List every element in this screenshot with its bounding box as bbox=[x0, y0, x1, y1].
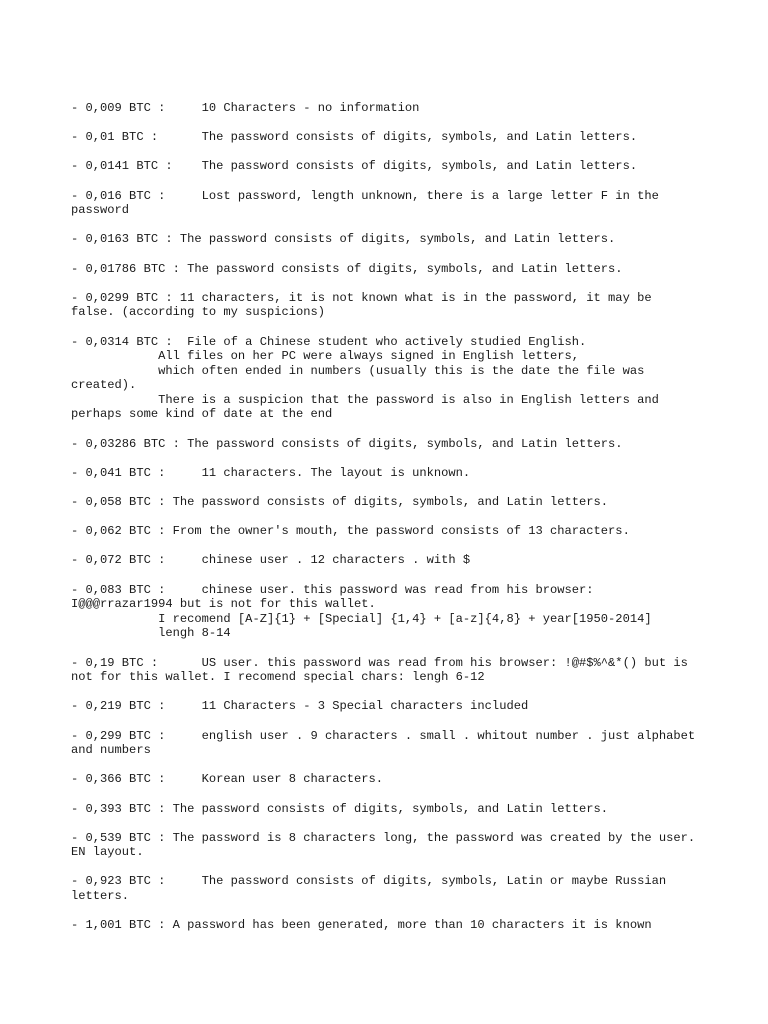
entry-text: - 0,219 BTC : 11 Characters - 3 Special characters included bbox=[71, 699, 529, 714]
btc-entry bbox=[71, 232, 696, 247]
btc-entry bbox=[71, 159, 696, 174]
entry-text: - 0,0299 BTC : 11 characters, it is not known what is in the password, it may be false. (according to my suspicions) bbox=[71, 290, 659, 320]
btc-entry bbox=[71, 262, 696, 277]
entry-text: - 0,041 BTC : 11 characters. The layout is unknown. bbox=[71, 465, 471, 480]
entry-text: - 0,009 BTC : 10 Characters - no information bbox=[71, 101, 420, 115]
btc-entry bbox=[71, 802, 696, 817]
entry-continuation-text: I recomend [A-Z]{1} + [Special] {1,4} + [a-z]{4,8} + year[1950-2014] bbox=[71, 611, 652, 626]
btc-entry bbox=[71, 524, 696, 539]
btc-entry bbox=[71, 830, 703, 860]
entry-text: - 0,19 BTC : US user. this password was read from his browser: !@#$%^&*() but is not for this wallet. I recomend special chars: lengh 6-12 bbox=[71, 655, 696, 685]
entry-text: - 0,083 BTC : chinese user. this password was read from his browser: I@@@rrazar1994 but is not for this wallet. bbox=[71, 582, 601, 612]
btc-entry bbox=[71, 553, 696, 568]
btc-entry bbox=[71, 437, 696, 452]
btc-entry bbox=[71, 699, 696, 714]
entry-text: - 0,0141 BTC : The password consists of digits, symbols, and Latin letters. bbox=[71, 159, 638, 174]
entry-text: - 0,058 BTC : The password consists of digits, symbols, and Latin letters. bbox=[71, 495, 609, 510]
entry-text: - 0,393 BTC : The password consists of digits, symbols, and Latin letters. bbox=[71, 801, 609, 816]
entry-text: - 0,072 BTC : chinese user . 12 characters . with $ bbox=[71, 553, 471, 568]
btc-entry bbox=[71, 583, 696, 641]
entry-text: - 0,01 BTC : The password consists of digits, symbols, and Latin letters. bbox=[71, 130, 638, 145]
btc-entry bbox=[71, 772, 696, 787]
entry-text: - 0,366 BTC : Korean user 8 characters. bbox=[71, 772, 384, 787]
entry-text: - 0,299 BTC : english user . 9 characters . small . whitout number . just alphabet and numbers bbox=[71, 728, 703, 758]
entry-text: - 0,539 BTC : The password is 8 characters long, the password was created by the user. EN layout. bbox=[71, 830, 703, 860]
entry-text: - 0,0314 BTC : File of a Chinese student who actively studied English. bbox=[71, 334, 587, 349]
entry-continuation-text: lengh 8-14 bbox=[71, 626, 231, 641]
btc-entry bbox=[71, 495, 696, 510]
entry-continuation-text: There is a suspicion that the password is also in English letters and perhaps some kind of date at the end bbox=[71, 392, 667, 422]
entry-text: - 0,016 BTC : Lost password, length unknown, there is a large letter F in the password bbox=[71, 188, 667, 218]
btc-entry bbox=[71, 101, 696, 116]
btc-entry bbox=[71, 918, 696, 933]
entry-text: - 0,0163 BTC : The password consists of digits, symbols, and Latin letters. bbox=[71, 232, 616, 247]
entry-text: - 0,03286 BTC : The password consists of digits, symbols, and Latin letters. bbox=[71, 436, 623, 451]
document-page bbox=[71, 101, 703, 947]
btc-entry bbox=[71, 335, 696, 423]
entry-text: - 0,923 BTC : The password consists of digits, symbols, Latin or maybe Russian letters. bbox=[71, 874, 674, 904]
entry-text: - 0,062 BTC : From the owner's mouth, the password consists of 13 characters. bbox=[71, 524, 630, 539]
btc-entry bbox=[71, 656, 696, 685]
btc-entry bbox=[71, 874, 696, 903]
entry-continuation-text: which often ended in numbers (usually this is the date the file was created). bbox=[71, 363, 652, 393]
entry-continuation-text: All files on her PC were always signed in English letters, bbox=[71, 349, 580, 364]
btc-entry bbox=[71, 130, 696, 145]
entry-text: - 1,001 BTC : A password has been generated, more than 10 characters it is known bbox=[71, 918, 652, 933]
btc-entry bbox=[71, 291, 696, 320]
btc-entry bbox=[71, 466, 696, 481]
entry-text: - 0,01786 BTC : The password consists of digits, symbols, and Latin letters. bbox=[71, 261, 623, 276]
btc-entry bbox=[71, 189, 696, 218]
btc-entry bbox=[71, 728, 703, 758]
